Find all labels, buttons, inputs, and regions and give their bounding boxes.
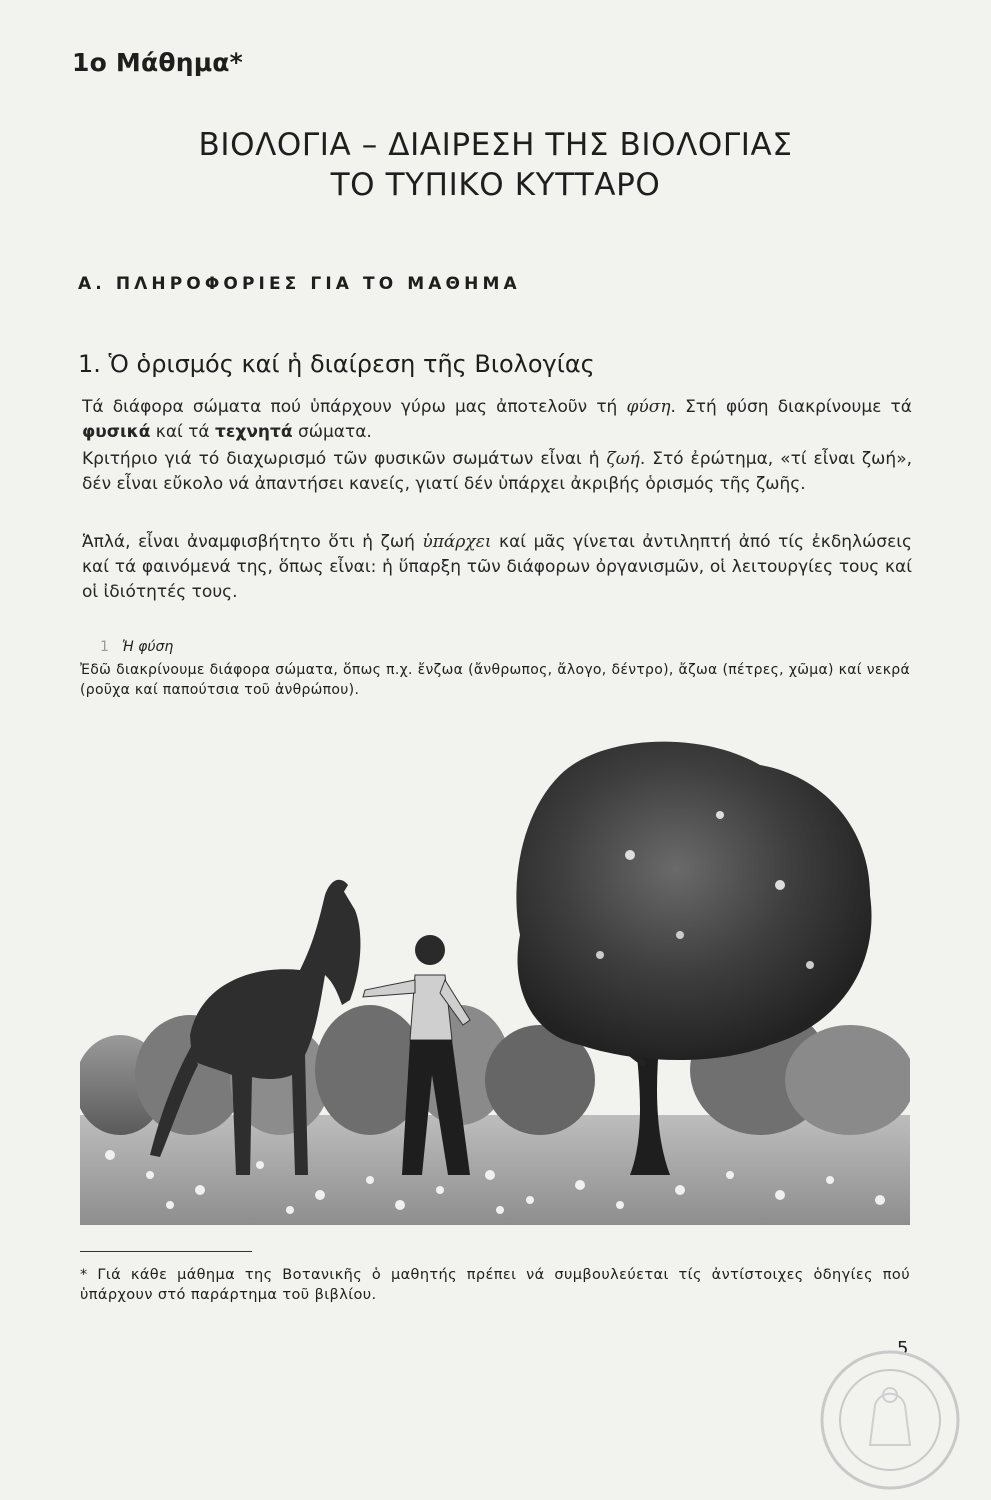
footnote-rule <box>80 1251 252 1252</box>
figure-title: Ἡ φύση <box>122 639 174 655</box>
figure-caption: Ἐδῶ διακρίνουμε διάφορα σώματα, ὅπως π.χ. ἔνζωα (ἄνθρωπος, ἄλογο, δέντρο), ἄζωα (πέτρες, χῶμα) καί νεκρά (ροῦχα καί παπούτσια τοῦ ἀνθρώπου). <box>80 662 910 698</box>
p2-text-b: . Στό ἐρώτημα, «τί εἶναι ζωή», δέν εἶναι εὔκολο νά ἀπαντήσει κανείς, γιατί δέν ὑπάρχει ἀκριβής ὁρισμός τῆς ζωῆς. <box>82 449 912 494</box>
p2-em: ζωή <box>606 449 640 469</box>
library-stamp-icon <box>815 1345 965 1495</box>
p1-strong-artificial: τεχνητά <box>215 422 293 442</box>
chapter-title-line2: ΤΟ ΤΥΠΙΚΟ ΚΥΤΤΑΡΟ <box>330 167 661 203</box>
paragraph-1 <box>82 395 912 445</box>
lesson-heading: 1ο Μάθημα* <box>72 48 243 77</box>
p1-strong-physical: φυσικά <box>82 422 151 442</box>
p3-text-a: Ἁπλά, εἶναι ἀναμφισβήτητο ὅτι ἡ ζωή <box>82 532 423 552</box>
p3-text-b: καί μᾶς γίνεται ἀντιληπτή ἀπό τίς ἐκδηλώσεις καί τά φαινόμενά της, ὅπως εἶναι: ἡ ὕπαρξη τῶν διάφορων ὀργανισμῶν, οἱ λειτουργίες τους καί οἱ ἰδιότητές τους. <box>82 532 912 602</box>
p3-em: ὑπάρχει <box>422 532 492 552</box>
subsection-title: Ὁ ὁρισμός καί ἡ διαίρεση τῆς Βιολογίας <box>108 350 595 378</box>
p1-text-c: καί τά <box>150 422 216 442</box>
p1-text-a: Τά διάφορα σώματα πού ὑπάρχουν γύρω μας ἀποτελοῦν τή <box>82 397 627 417</box>
paragraph-3 <box>82 530 912 605</box>
chapter-title-line1: ΒΙΟΛΟΓΙΑ – ΔΙΑΙΡΕΣΗ ΤΗΣ ΒΙΟΛΟΓΙΑΣ <box>198 127 793 163</box>
section-heading: Α. ΠΛΗΡΟΦΟΡΙΕΣ ΓΙΑ ΤΟ ΜΑΘΗΜΑ <box>78 274 521 294</box>
figure-number: 1 <box>100 639 109 655</box>
p2-text-a: Κριτήριο γιά τό διαχωρισμό τῶν φυσικῶν σωμάτων εἶναι ἡ <box>82 449 607 469</box>
p1-em: φύση <box>626 397 671 417</box>
p1-text-b: . Στή φύση διακρίνουμε τά <box>670 397 912 417</box>
subsection-heading <box>78 350 595 378</box>
nature-illustration <box>80 735 910 1225</box>
page-number: 5 <box>897 1338 909 1359</box>
footnote: * Γιά κάθε μάθημα της Βοτανικῆς ὁ μαθητής πρέπει νά συμβουλεύεται τίς ἀντίστοιχες ὁδηγίες πού ὑπάρχουν στό παράρτημα τοῦ βιβλίου. <box>80 1267 910 1303</box>
p1-text-d: σώματα. <box>292 422 372 442</box>
paragraph-2 <box>82 447 912 497</box>
subsection-number: 1. <box>78 350 101 378</box>
